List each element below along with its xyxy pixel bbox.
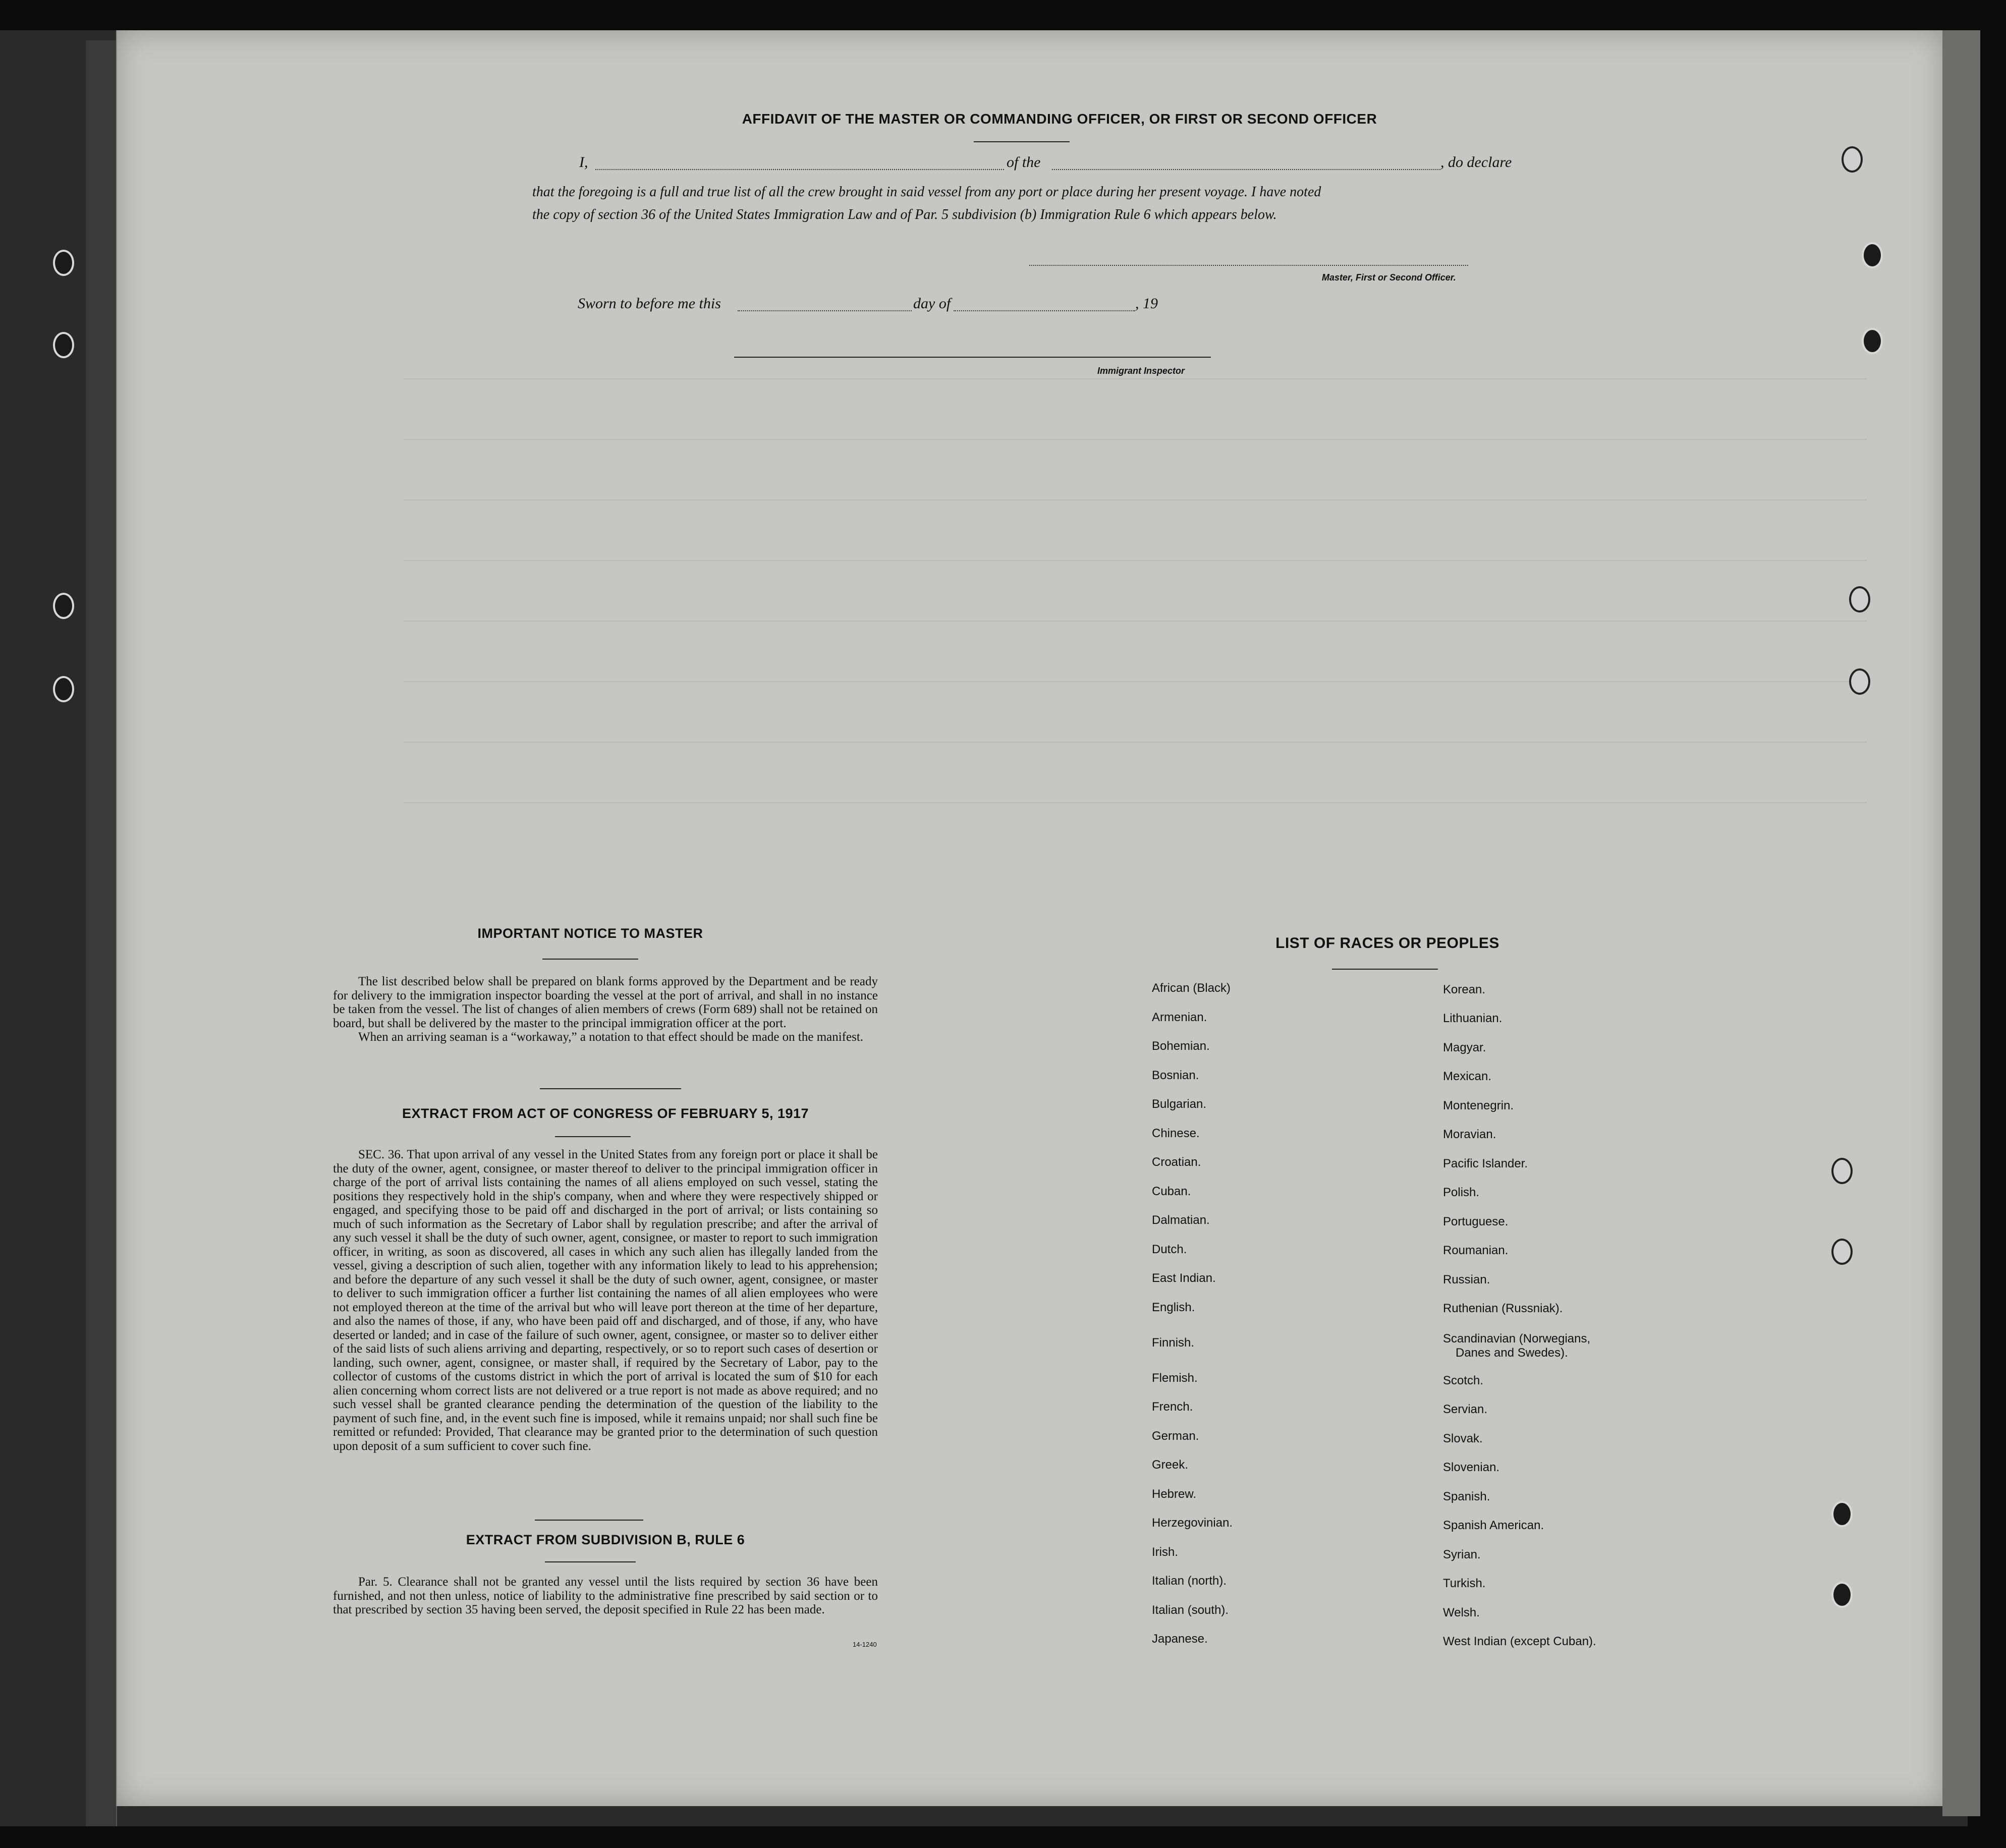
- race-item: Spanish.: [1443, 1490, 1490, 1503]
- binder-hole-icon: [53, 676, 74, 702]
- race-item: Scotch.: [1443, 1374, 1484, 1387]
- notice-paragraph-2: When an arriving seaman is a “workaway,” a notation to that effect should be made on the manifest.: [358, 1030, 864, 1044]
- act-divider-top: [540, 1088, 681, 1089]
- notice-paragraph-1: The list described below shall be prepared on blank forms approved by the Department and be ready for delivery to the immigration inspector boarding the vessel at the port of arrival, and shall in no instance be taken from the vessel. The list of changes of alien members of crews (Form 689) shall not be retained on board, but shall be delivered by the master to the principal immigration officer at the port.: [333, 975, 878, 1030]
- punch-hole-icon: [1831, 1582, 1853, 1608]
- binder-hole-icon: [53, 593, 74, 619]
- rule-paragraph-5: Par. 5. Clearance shall not be granted any vessel until the lists required by section 36 have been furnished, and not then unless, notice of liability to the administrative fine prescribed by said section or to that prescribed by section 35 having been served, the deposit specified in Rule 22 has been made.: [333, 1575, 878, 1616]
- race-item: Herzegovinian.: [1152, 1516, 1233, 1530]
- act-section-36: SEC. 36. That upon arrival of any vessel in the United States from any foreign port or place it shall be the duty of the owner, agent, consignee, or master thereof to deliver to the principal immigration officer in charge of the port of arrival lists containing the names of all aliens employed on such vessel, stating the positions they respectively hold in the ship's company, when and where they were respectively shipped or engaged, and specifying those to be paid off and discharged in the port of arrival; or lists containing so much of such information as the Secretary of Labor shall by regulation prescribe; and after the arrival of any such vessel it shall be the duty of such owner, agent, consignee, or master to report to such immigration officer, in writing, as soon as discovered, all cases in which any such alien has illegally landed from the vessel, giving a description of such alien, together with any information likely to lead to his apprehension; and before the departure of any such vessel it shall be the duty of such owner, agent, consignee, or master to deliver to such immigration officer a further list containing the names of all alien employees who were not employed thereon at the time of the arrival but who will leave port thereon at the time of her departure, and also the names of those, if any, who have been paid off and discharged, and of those, if any, who have deserted or landed; and in case of the failure of such owner, agent, consignee, or master so to deliver either of the said lists of such aliens arriving and departing, respectively, or so to report such cases of desertion or landing, such owner, agent, consignee, or master shall, if required by the Secretary of Labor, pay to the collector of customs of the customs district in which the port of arrival is located the sum of $10 for each alien concerning whom correct lists are not delivered or a true report is not made as above required; and no such vessel shall be granted clearance pending the determination of the question of the liability to the payment of such fine, and, in the event such fine is imposed, while it remains unpaid; nor shall such fine be remitted or refunded: Provided, That clearance may be granted prior to the determination of such question upon deposit of a sum sufficient to cover such fine.: [333, 1148, 878, 1453]
- race-item: Italian (north).: [1152, 1574, 1227, 1588]
- race-item: Polish.: [1443, 1186, 1480, 1199]
- race-item: Bohemian.: [1152, 1039, 1210, 1053]
- act-title: EXTRACT FROM ACT OF CONGRESS OF FEBRUARY 5, 1917: [402, 1106, 809, 1121]
- race-item: Korean.: [1443, 983, 1486, 996]
- race-item: African (Black): [1152, 981, 1231, 995]
- race-item: Welsh.: [1443, 1606, 1480, 1619]
- race-item: Spanish American.: [1443, 1519, 1544, 1532]
- race-item: Syrian.: [1443, 1548, 1481, 1561]
- notice-title: IMPORTANT NOTICE TO MASTER: [477, 926, 703, 941]
- affidavit-title: AFFIDAVIT OF THE MASTER OR COMMANDING OFFICER, OR FIRST OR SECOND OFFICER: [742, 111, 1377, 127]
- binder-hole-icon: [53, 332, 74, 358]
- punch-hole-icon: [1849, 668, 1870, 695]
- race-item: Italian (south).: [1152, 1603, 1229, 1617]
- affidavit-line-3: the copy of section 36 of the United States Immigration Law and of Par. 5 subdivision (b) Immigration Rule 6 which appears below.: [532, 207, 1277, 222]
- race-item: Ruthenian (Russniak).: [1443, 1302, 1563, 1315]
- race-item: West Indian (except Cuban).: [1443, 1635, 1596, 1648]
- race-item: Croatian.: [1152, 1155, 1201, 1169]
- race-item: Roumanian.: [1443, 1244, 1509, 1257]
- inspector-label: Immigrant Inspector: [1097, 366, 1185, 376]
- affidavit-of-the-label: of the: [1007, 154, 1041, 171]
- race-item: Cuban.: [1152, 1185, 1191, 1198]
- race-item: Flemish.: [1152, 1371, 1198, 1385]
- race-item: Servian.: [1443, 1403, 1488, 1416]
- race-item: Pacific Islander.: [1443, 1157, 1528, 1170]
- race-item: Russian.: [1443, 1273, 1490, 1286]
- binder-hole-icon: [53, 250, 74, 276]
- sworn-label: Sworn to before me this: [578, 295, 721, 312]
- race-item: Montenegrin.: [1443, 1099, 1514, 1112]
- title-divider: [974, 141, 1070, 142]
- sworn-day-blank: [738, 310, 912, 311]
- races-title: LIST OF RACES OR PEOPLES: [1275, 935, 1499, 951]
- race-item: Hebrew.: [1152, 1487, 1197, 1501]
- bleed-through-area: [404, 378, 1867, 883]
- race-item: Turkish.: [1443, 1577, 1486, 1590]
- race-item: Finnish.: [1152, 1336, 1195, 1350]
- punch-hole-icon: [1849, 586, 1870, 612]
- race-item: Armenian.: [1152, 1011, 1207, 1024]
- affidavit-i-label: I,: [579, 154, 588, 171]
- master-signature-label: Master, First or Second Officer.: [1322, 272, 1456, 283]
- rule-divider-top: [535, 1520, 643, 1521]
- race-item: English.: [1152, 1301, 1195, 1314]
- day-of-label: day of: [913, 295, 951, 312]
- punch-hole-icon: [1831, 1158, 1853, 1184]
- race-item: Mexican.: [1443, 1070, 1492, 1083]
- punch-hole-icon: [1831, 1501, 1853, 1527]
- race-item: Bosnian.: [1152, 1069, 1199, 1082]
- sworn-month-blank: [954, 310, 1135, 311]
- race-item: Chinese.: [1152, 1127, 1200, 1140]
- race-item: Slovenian.: [1443, 1461, 1500, 1474]
- race-item: Slovak.: [1443, 1432, 1483, 1445]
- punch-hole-icon: [1842, 146, 1863, 173]
- name-blank: [595, 169, 1004, 170]
- race-item: Magyar.: [1443, 1041, 1486, 1054]
- notice-body: [333, 975, 878, 1044]
- binder-edge: [86, 40, 117, 1826]
- year-label: , 19: [1135, 295, 1158, 312]
- punch-hole-icon: [1862, 328, 1883, 354]
- race-item: French.: [1152, 1400, 1193, 1414]
- rule-title: EXTRACT FROM SUBDIVISION B, RULE 6: [466, 1532, 745, 1547]
- races-divider: [1332, 969, 1438, 970]
- affidavit-declare-label: , do declare: [1440, 154, 1512, 171]
- rule-body: [333, 1575, 878, 1617]
- race-item: Scandinavian (Norwegians,: [1443, 1332, 1591, 1346]
- punch-hole-icon: [1862, 242, 1883, 268]
- inspector-signature-line: [734, 357, 1211, 358]
- act-divider-bottom: [555, 1136, 631, 1137]
- punch-hole-icon: [1831, 1239, 1853, 1265]
- race-item: Danes and Swedes).: [1456, 1346, 1568, 1360]
- page-edge-strip: [1942, 30, 1980, 1816]
- race-item: Dutch.: [1152, 1243, 1187, 1256]
- vessel-blank: [1052, 169, 1440, 170]
- race-item: Irish.: [1152, 1545, 1179, 1559]
- race-item: Portuguese.: [1443, 1215, 1509, 1228]
- race-item: Japanese.: [1152, 1632, 1208, 1646]
- act-body: [333, 1148, 878, 1453]
- form-number: 14-1240: [853, 1641, 877, 1648]
- race-item: Greek.: [1152, 1458, 1189, 1472]
- race-item: Dalmatian.: [1152, 1213, 1210, 1227]
- master-signature-line: [1029, 265, 1468, 266]
- rule-divider-bottom: [545, 1561, 636, 1562]
- race-item: East Indian.: [1152, 1271, 1216, 1285]
- race-item: German.: [1152, 1429, 1199, 1443]
- race-item: Moravian.: [1443, 1128, 1496, 1141]
- notice-divider: [542, 959, 638, 960]
- affidavit-line-2: that the foregoing is a full and true list of all the crew brought in said vessel from any port or place during her present voyage. I have noted: [532, 184, 1321, 200]
- race-item: Bulgarian.: [1152, 1097, 1207, 1111]
- race-item: Lithuanian.: [1443, 1012, 1502, 1025]
